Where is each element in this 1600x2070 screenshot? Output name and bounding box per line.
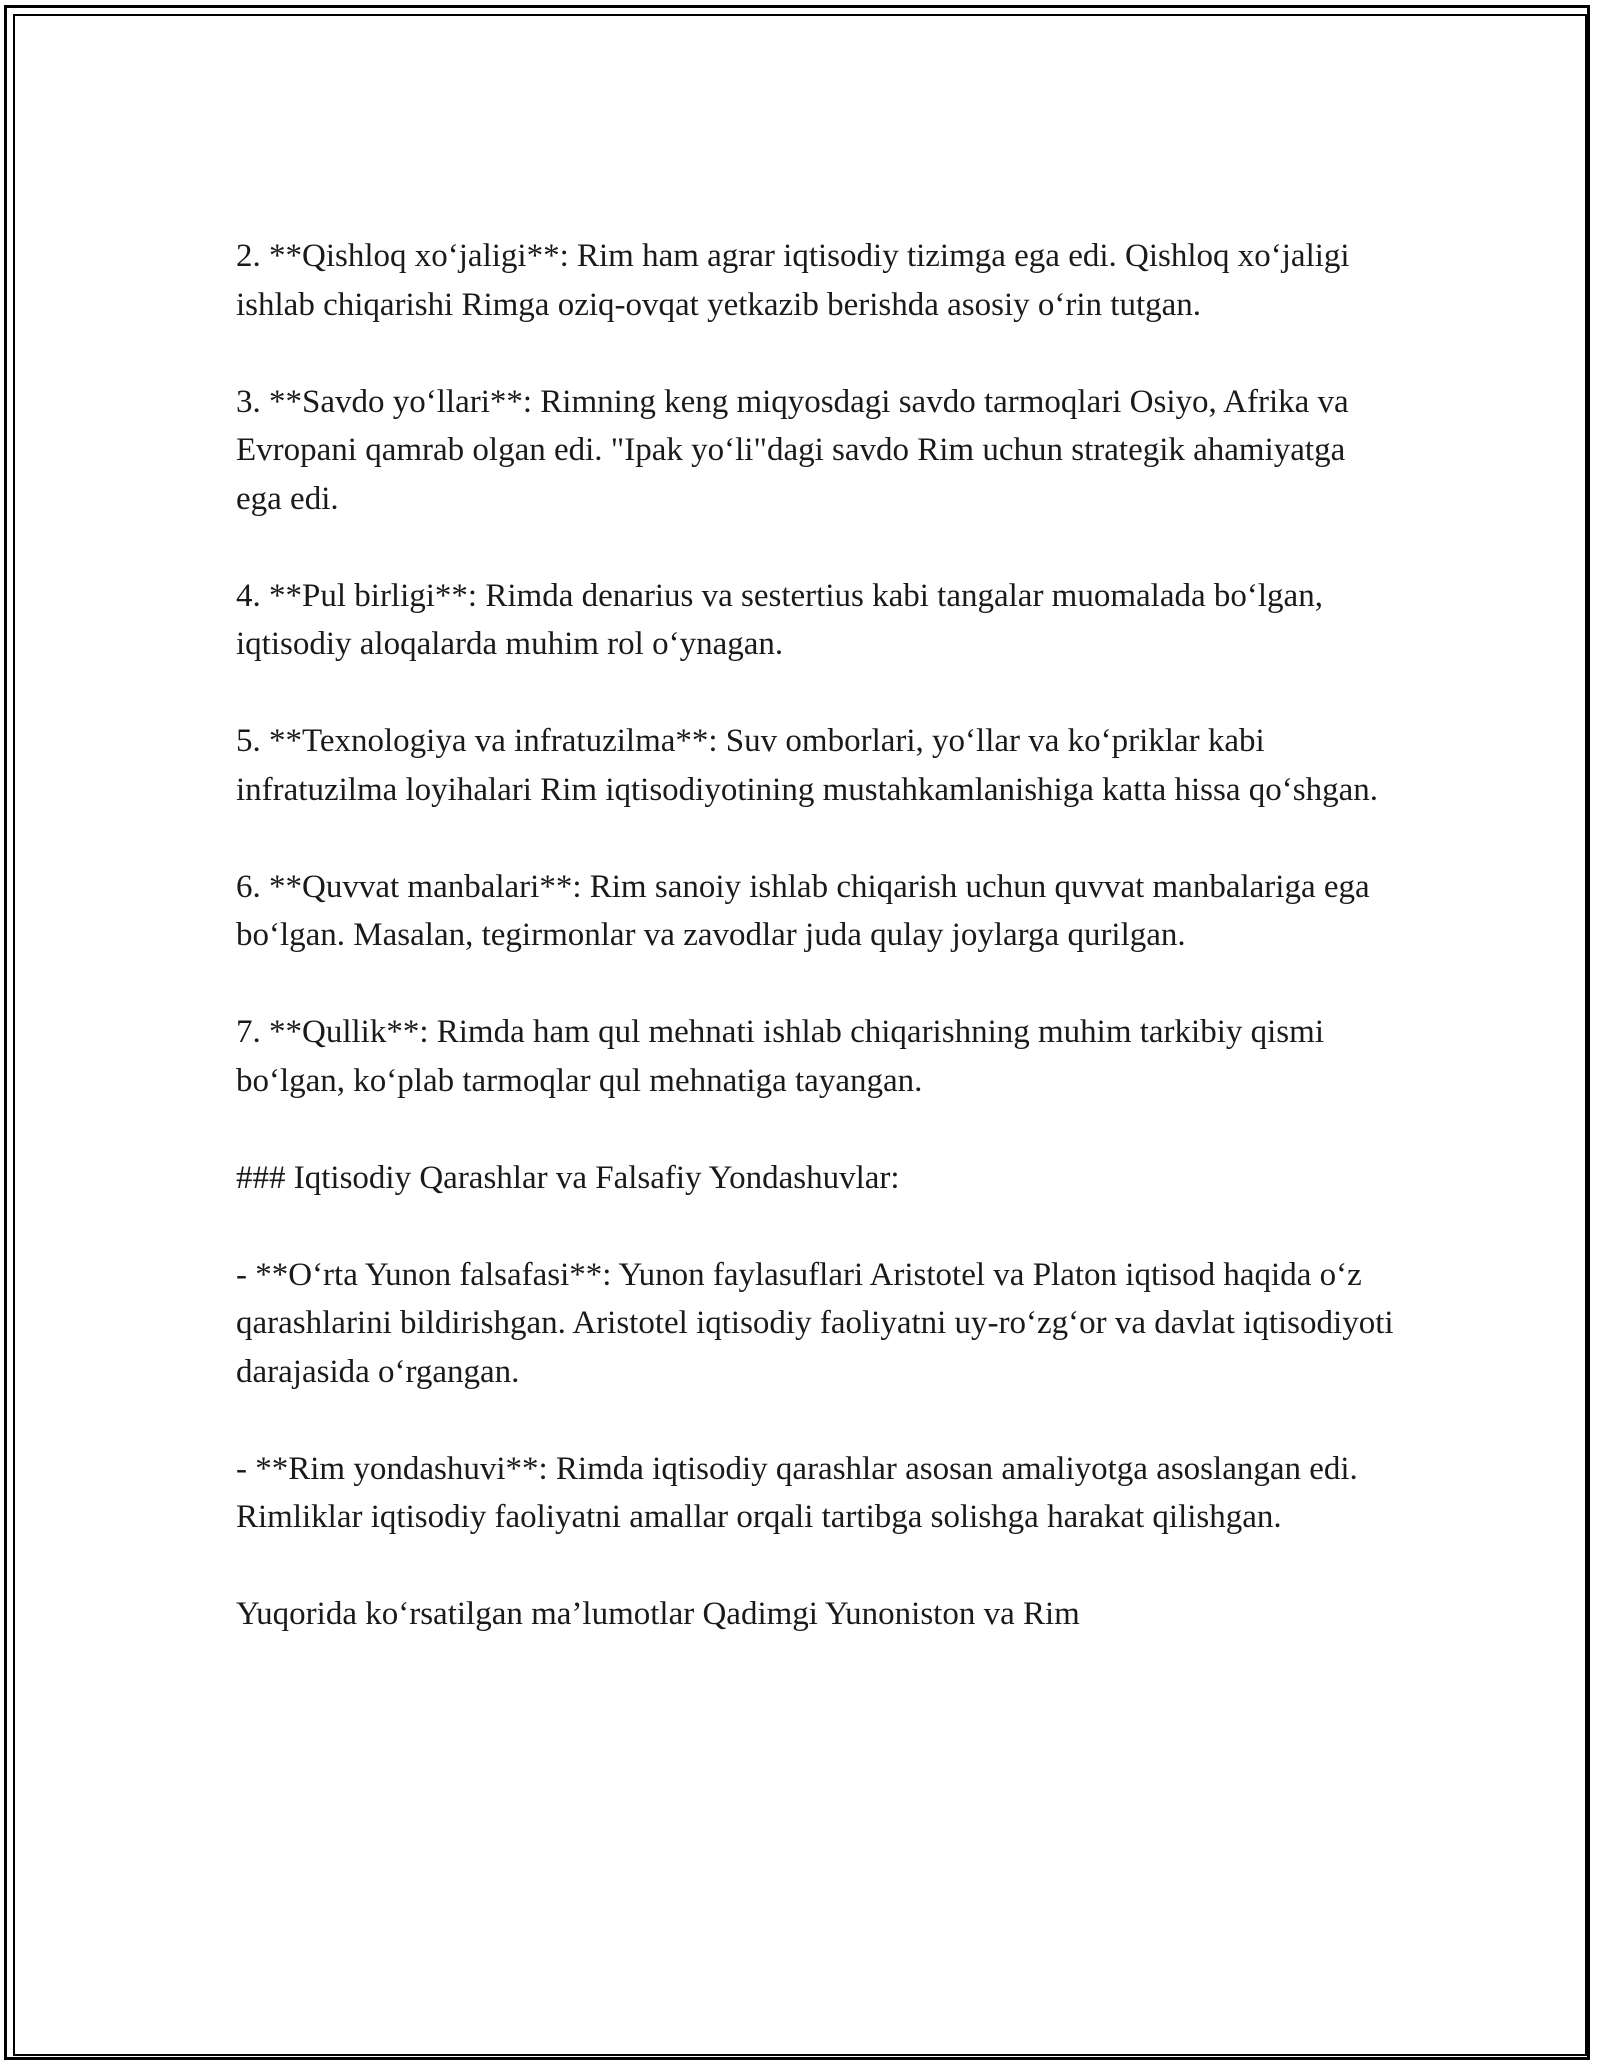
paragraph-trade-routes: 3. **Savdo yo‘llari**: Rimning keng miqyosdagi savdo tarmoqlari Osiyo, Afrika va Evropani qamrab olgan edi. "Ipak yo‘li"dagi savdo Rim uchun strategik ahamiyatga ega edi. bbox=[236, 383, 1349, 517]
document-body bbox=[236, 232, 1396, 1639]
section-heading: ### Iqtisodiy Qarashlar va Falsafiy Yondashuvlar: bbox=[236, 1159, 900, 1196]
paragraph-roman-approach: - **Rim yondashuvi**: Rimda iqtisodiy qarashlar asosan amaliyotga asoslangan edi. Rimliklar iqtisodiy faoliyatni amallar orqali tartibga solishga harakat qilishgan. bbox=[236, 1450, 1358, 1535]
paragraph-infrastructure: 5. **Texnologiya va infratuzilma**: Suv omborlari, yo‘llar va ko‘priklar kabi infratuzilma loyihalari Rim iqtisodiyotining mustahkamlanishiga katta hissa qo‘shgan. bbox=[236, 723, 1378, 808]
paragraph-currency: 4. **Pul birligi**: Rimda denarius va sestertius kabi tangalar muomalada bo‘lgan, iqtisodiy aloqalarda muhim rol o‘ynagan. bbox=[236, 577, 1323, 662]
paragraph-greek-philosophy: - **O‘rta Yunon falsafasi**: Yunon faylasuflari Aristotel va Platon iqtisod haqida o‘z qarashlarini bildirishgan. Aristotel iqtisodiy faoliyatni uy-ro‘zg‘or va davlat iqtisodiyoti darajasida o‘rgangan. bbox=[236, 1256, 1394, 1390]
paragraph-power-sources: 6. **Quvvat manbalari**: Rim sanoiy ishlab chiqarish uchun quvvat manbalariga ega bo‘lgan. Masalan, tegirmonlar va zavodlar juda qulay joylarga qurilgan. bbox=[236, 868, 1370, 953]
paragraph-summary: Yuqorida ko‘rsatilgan ma’lumotlar Qadimgi Yunoniston va Rim bbox=[236, 1596, 1080, 1632]
paragraph-slavery: 7. **Qullik**: Rimda ham qul mehnati ishlab chiqarishning muhim tarkibiy qismi bo‘lgan, ko‘plab tarmoqlar qul mehnatiga tayangan. bbox=[236, 1014, 1324, 1099]
paragraph-agriculture: 2. **Qishloq xo‘jaligi**: Rim ham agrar iqtisodiy tizimga ega edi. Qishloq xo‘jaligi ishlab chiqarishi Rimga oziq-ovqat yetkazib berishda asosiy o‘rin tutgan. bbox=[236, 238, 1350, 323]
